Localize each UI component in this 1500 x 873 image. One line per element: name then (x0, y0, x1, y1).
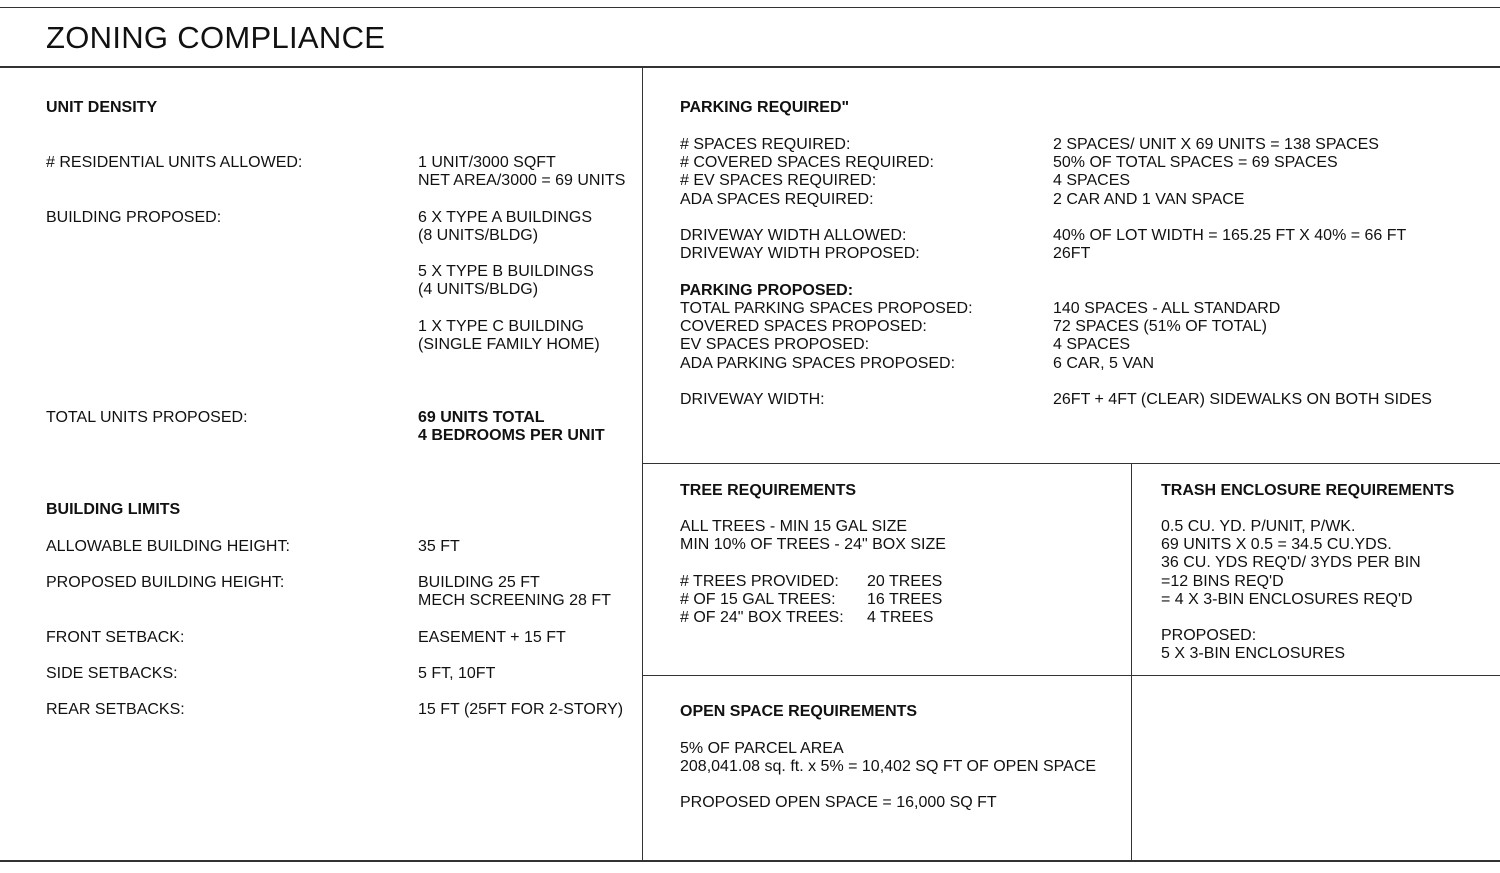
value-line: (8 UNITS/BLDG) (418, 227, 539, 245)
value-line: BUILDING 25 FT (418, 574, 540, 591)
unit-density-value (418, 209, 592, 245)
building-limit-label: REAR SETBACKS: (46, 701, 185, 718)
parking-value: 2 SPACES/ UNIT X 69 UNITS = 138 SPACES (1053, 136, 1379, 153)
text-line: 5% OF PARCEL AREA (680, 740, 844, 757)
tree-requirements-text (680, 518, 946, 554)
building-limit-label: SIDE SETBACKS: (46, 665, 178, 682)
unit-density-value (418, 318, 600, 354)
tree-value: 4 TREES (867, 609, 934, 627)
tree-requirements-heading: TREE REQUIREMENTS (680, 482, 857, 499)
parking-label: ADA SPACES REQUIRED: (680, 190, 874, 208)
parking-value: 2 CAR AND 1 VAN SPACE (1053, 190, 1245, 208)
text-line: ALL TREES - MIN 15 GAL SIZE (680, 518, 908, 535)
building-limit-value (418, 574, 611, 610)
value-line: NET AREA/3000 = 69 UNITS (418, 172, 626, 190)
value-line: 4 BEDROOMS PER UNIT (418, 427, 605, 445)
parking-label: # SPACES REQUIRED: (680, 136, 851, 153)
unit-density-value (418, 154, 625, 190)
parking-value: 50% OF TOTAL SPACES = 69 SPACES (1053, 154, 1338, 172)
tree-label: # TREES PROVIDED: (680, 573, 839, 590)
open-space-proposed: PROPOSED OPEN SPACE = 16,000 SQ FT (680, 794, 997, 811)
building-limit-label: ALLOWABLE BUILDING HEIGHT: (46, 538, 290, 555)
building-limit-label: FRONT SETBACK: (46, 629, 185, 646)
parking-value: 140 SPACES - ALL STANDARD (1053, 300, 1281, 317)
text-line: =12 BINS REQ'D (1161, 572, 1284, 590)
building-limit-value: 5 FT, 10FT (418, 665, 496, 682)
tree-label: # OF 24" BOX TREES: (680, 609, 844, 627)
parking-label: TOTAL PARKING SPACES PROPOSED: (680, 300, 973, 317)
page-title: ZONING COMPLIANCE (46, 20, 386, 55)
parking-label: # COVERED SPACES REQUIRED: (680, 154, 934, 172)
open-space-heading: OPEN SPACE REQUIREMENTS (680, 703, 918, 720)
driveway-width-value: 26FT + 4FT (CLEAR) SIDEWALKS ON BOTH SIDES (1053, 391, 1432, 408)
column-divider (642, 67, 643, 861)
driveway-width-label: DRIVEWAY WIDTH: (680, 391, 825, 408)
driveway-labels (680, 227, 920, 263)
tree-values (867, 573, 942, 628)
value-line: MECH SCREENING 28 FT (418, 592, 611, 610)
text-line: = 4 X 3-BIN ENCLOSURES REQ'D (1161, 590, 1413, 608)
tree-labels (680, 573, 844, 628)
parking-value: 4 SPACES (1053, 172, 1131, 190)
open-space-text (680, 740, 1096, 776)
parking-proposed-labels (680, 300, 973, 373)
bottom-border (0, 860, 1500, 862)
value-line: 6 X TYPE A BUILDINGS (418, 209, 592, 226)
text-line: 5 X 3-BIN ENCLOSURES (1161, 645, 1346, 663)
value-line: (SINGLE FAMILY HOME) (418, 336, 600, 354)
text-line: 208,041.08 sq. ft. x 5% = 10,402 SQ FT OF OPEN SPACE (680, 758, 1097, 776)
unit-density-heading: UNIT DENSITY (46, 99, 158, 116)
tree-label: # OF 15 GAL TREES: (680, 591, 836, 609)
value-line: 1 UNIT/3000 SQFT (418, 154, 556, 171)
parking-label: ADA PARKING SPACES PROPOSED: (680, 354, 956, 372)
parking-proposed-values (1053, 300, 1280, 373)
open-space-divider (643, 675, 1500, 676)
building-limit-value: 35 FT (418, 538, 460, 555)
building-limit-value: 15 FT (25FT FOR 2-STORY) (418, 701, 624, 718)
parking-label: EV SPACES PROPOSED: (680, 336, 870, 354)
title-divider (0, 66, 1500, 68)
tree-trash-divider (1131, 464, 1132, 861)
parking-label: # EV SPACES REQUIRED: (680, 172, 877, 190)
building-limit-label: PROPOSED BUILDING HEIGHT: (46, 574, 285, 591)
building-limit-value: EASEMENT + 15 FT (418, 629, 566, 646)
driveway-values (1053, 227, 1406, 263)
parking-value: 4 SPACES (1053, 336, 1131, 354)
text-line: 69 UNITS X 0.5 = 34.5 CU.YDS. (1161, 536, 1392, 554)
parking-value: 26FT (1053, 245, 1091, 263)
value-line: 69 UNITS TOTAL (418, 409, 545, 426)
tree-value: 16 TREES (867, 591, 943, 609)
parking-value: 6 CAR, 5 VAN (1053, 354, 1155, 372)
parking-label: DRIVEWAY WIDTH PROPOSED: (680, 245, 920, 263)
value-line: (4 UNITS/BLDG) (418, 281, 539, 299)
value-line: 1 X TYPE C BUILDING (418, 318, 584, 335)
building-limits-heading: BUILDING LIMITS (46, 501, 181, 518)
text-line: PROPOSED: (1161, 627, 1257, 644)
unit-density-label: # RESIDENTIAL UNITS ALLOWED: (46, 154, 303, 171)
text-line: 36 CU. YDS REQ'D/ 3YDS PER BIN (1161, 554, 1421, 572)
parking-required-values (1053, 136, 1379, 209)
unit-density-value (418, 263, 594, 299)
value-line: 5 X TYPE B BUILDINGS (418, 263, 594, 280)
parking-required-labels (680, 136, 934, 209)
parking-label: DRIVEWAY WIDTH ALLOWED: (680, 227, 907, 244)
tree-value: 20 TREES (867, 573, 943, 590)
parking-value: 72 SPACES (51% OF TOTAL) (1053, 318, 1267, 336)
text-line: 0.5 CU. YD. P/UNIT, P/WK. (1161, 518, 1356, 535)
top-border (0, 7, 1500, 8)
parking-proposed-heading: PARKING PROPOSED: (680, 282, 854, 299)
parking-value: 40% OF LOT WIDTH = 165.25 FT X 40% = 66 FT (1053, 227, 1407, 244)
trash-enclosure-heading: TRASH ENCLOSURE REQUIREMENTS (1161, 482, 1455, 499)
parking-required-heading: PARKING REQUIRED" (680, 99, 850, 116)
trash-enclosure-proposed (1161, 627, 1345, 663)
text-line: MIN 10% OF TREES - 24" BOX SIZE (680, 536, 946, 554)
parking-label: COVERED SPACES PROPOSED: (680, 318, 927, 336)
unit-density-value (418, 409, 605, 445)
unit-density-label: TOTAL UNITS PROPOSED: (46, 409, 248, 426)
trash-enclosure-text (1161, 518, 1421, 609)
parking-divider (643, 463, 1500, 464)
unit-density-label: BUILDING PROPOSED: (46, 209, 222, 226)
